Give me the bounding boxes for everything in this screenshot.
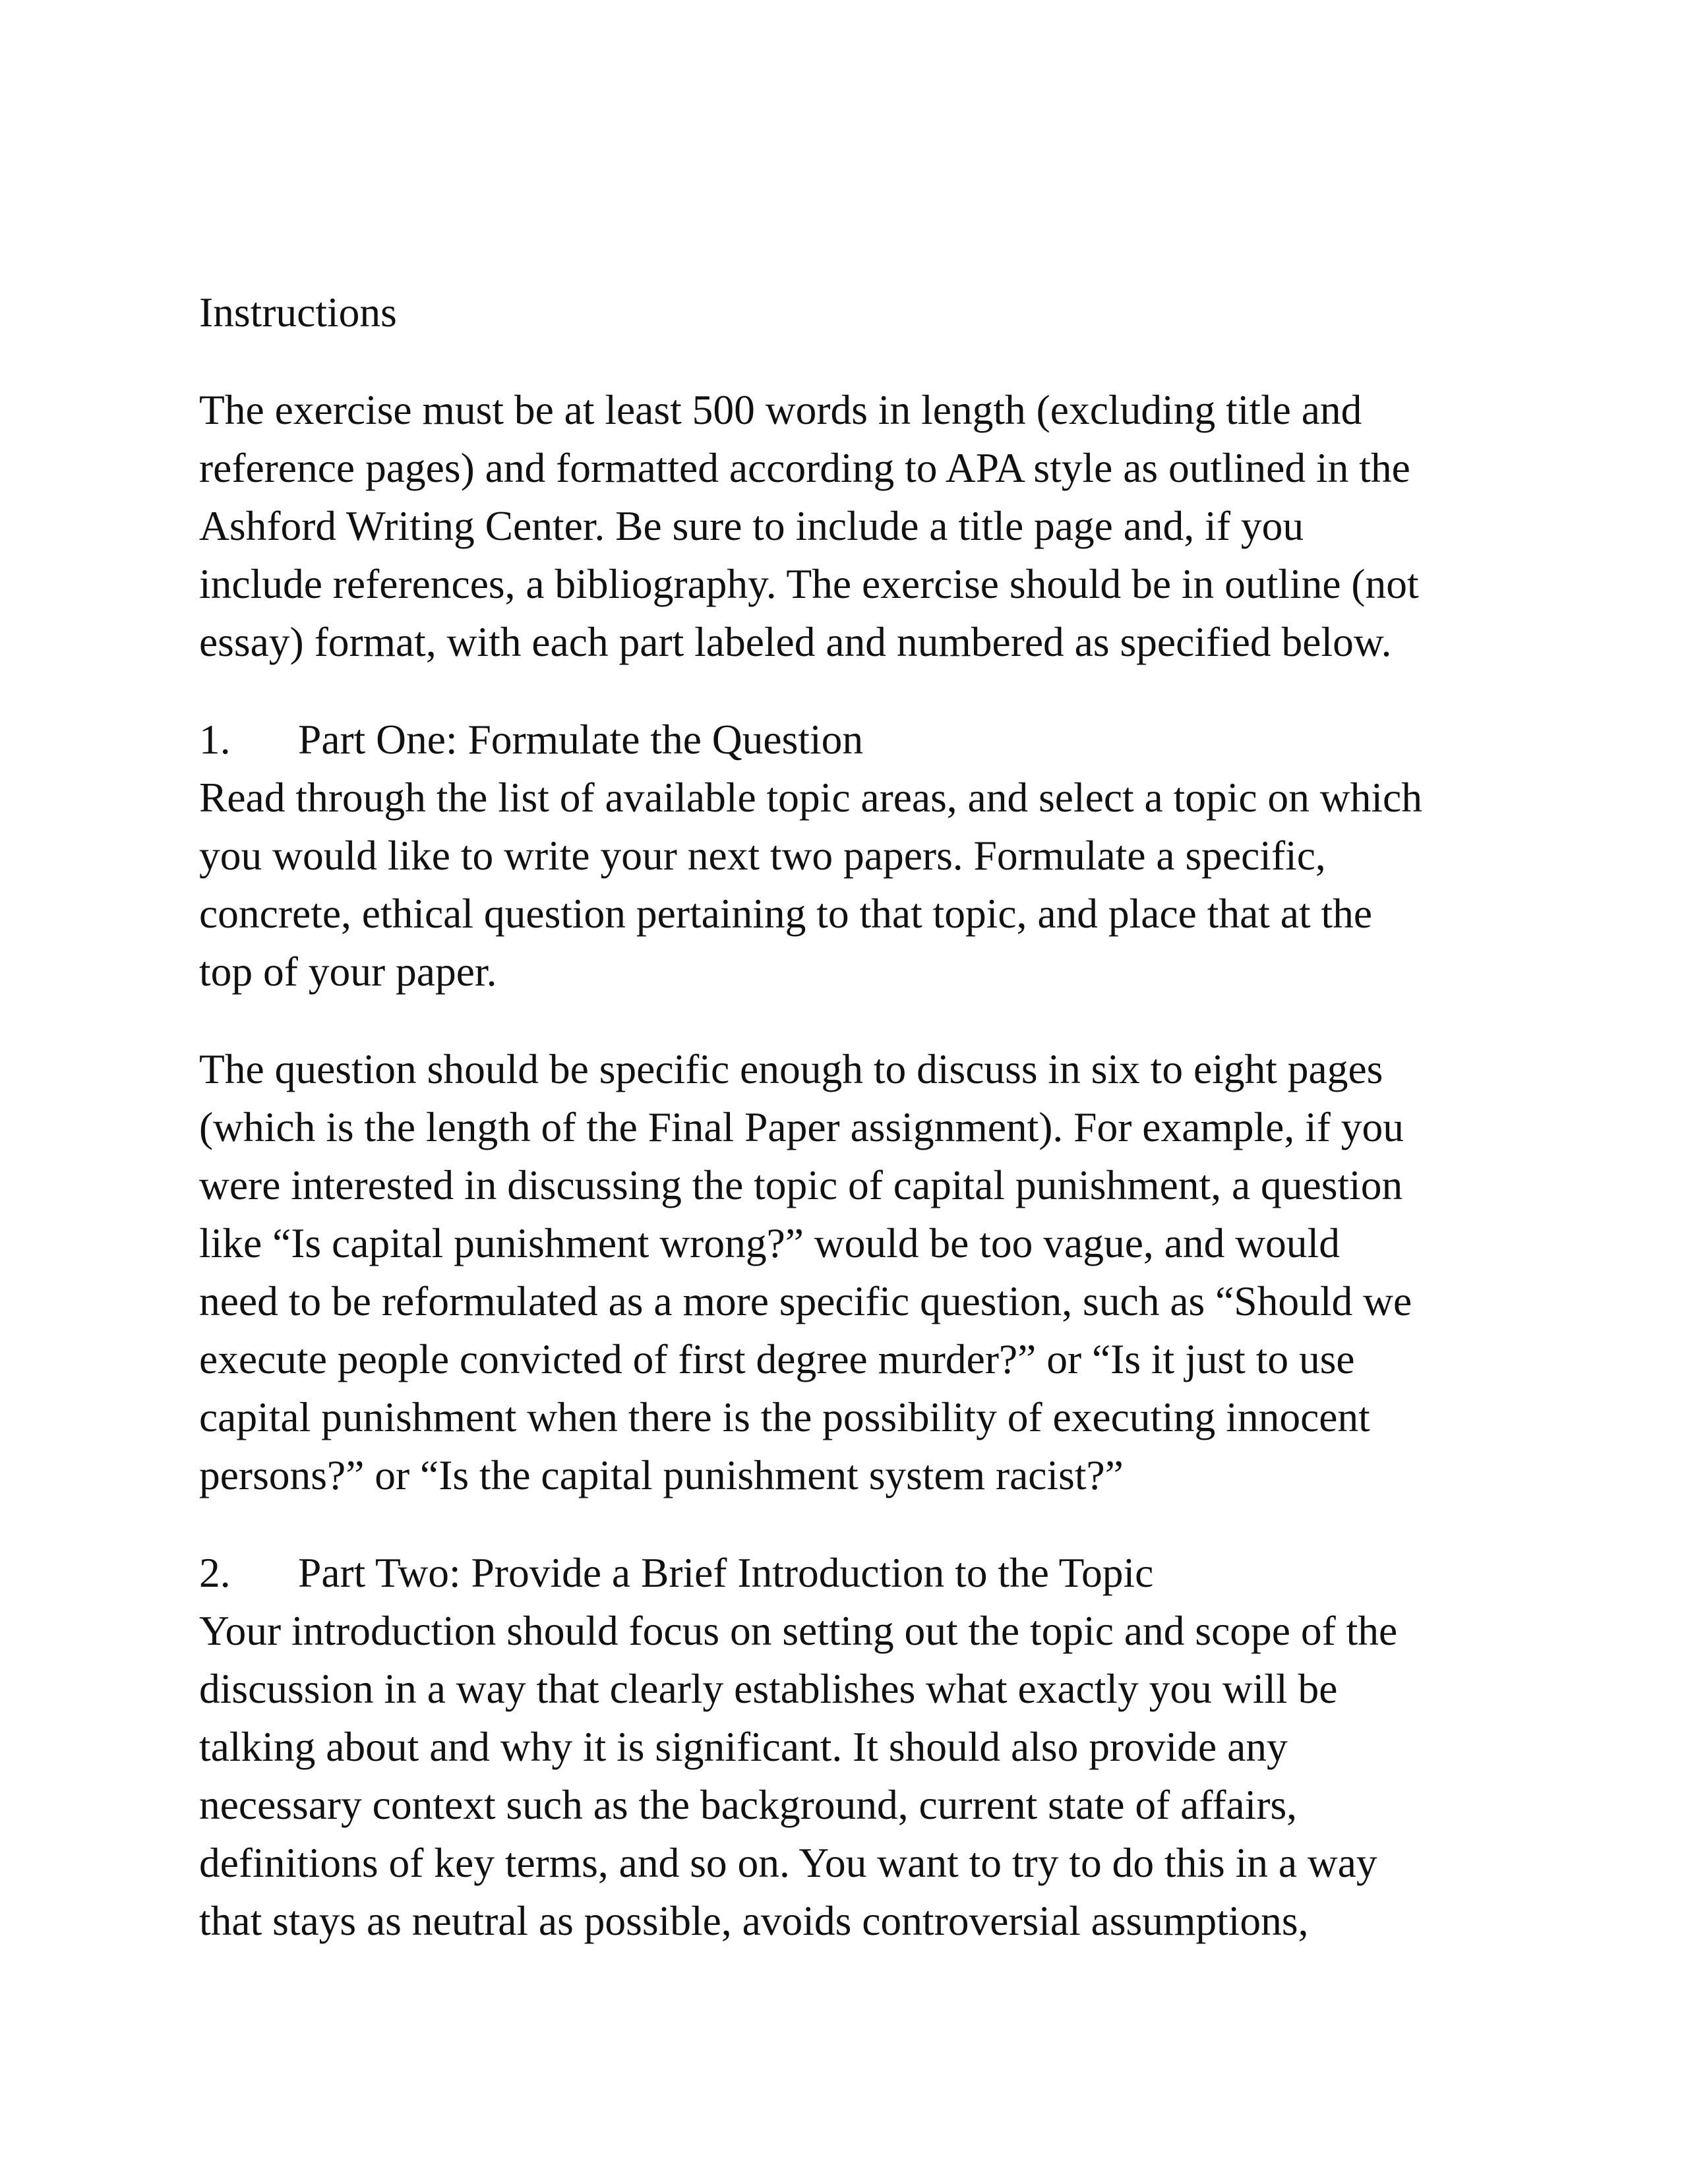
intro-paragraph (199, 381, 1505, 671)
intro-line: The exercise must be at least 500 words in length (excluding title and (199, 386, 1362, 433)
part-two-line: that stays as neutral as possible, avoids controversial assumptions, (199, 1897, 1309, 1944)
question-line: (which is the length of the Final Paper assignment). For example, if you (199, 1104, 1404, 1150)
document-heading: Instructions (199, 289, 397, 336)
intro-line: Ashford Writing Center. Be sure to include a title page and, if you (199, 502, 1304, 549)
question-paragraph (199, 1040, 1505, 1504)
part-two-line: definitions of key terms, and so on. You want to try to do this in a way (199, 1839, 1377, 1886)
part-two-line: discussion in a way that clearly establishes what exactly you will be (199, 1665, 1338, 1712)
part-two-line: talking about and why it is significant. It should also provide any (199, 1723, 1288, 1770)
intro-line: include references, a bibliography. The exercise should be in outline (not (199, 560, 1419, 607)
part-one-heading (199, 711, 1505, 769)
part-two-title: Part Two: Provide a Brief Introduction to the Topic (298, 1549, 1154, 1596)
part-two-line: Your introduction should focus on setting out the topic and scope of the (199, 1607, 1398, 1654)
part-one-title: Part One: Formulate the Question (298, 716, 864, 763)
question-line: execute people convicted of first degree murder?” or “Is it just to use (199, 1336, 1355, 1382)
question-line: persons?” or “Is the capital punishment system racist?” (199, 1452, 1124, 1498)
part-one-section (199, 711, 1505, 1001)
part-one-number: 1. (199, 716, 231, 763)
part-one-line: concrete, ethical question pertaining to that topic, and place that at the (199, 890, 1373, 937)
part-one-line: you would like to write your next two papers. Formulate a specific, (199, 832, 1326, 879)
part-two-section (199, 1544, 1505, 1950)
part-two-heading (199, 1544, 1505, 1602)
question-line: were interested in discussing the topic of capital punishment, a question (199, 1162, 1403, 1208)
question-line: capital punishment when there is the possibility of executing innocent (199, 1394, 1370, 1440)
question-line: need to be reformulated as a more specific question, such as “Should we (199, 1278, 1412, 1324)
document-body (199, 283, 1505, 1990)
part-one-line: top of your paper. (199, 948, 497, 995)
part-two-number: 2. (199, 1549, 231, 1596)
part-two-line: necessary context such as the background, current state of affairs, (199, 1781, 1298, 1828)
question-line: like “Is capital punishment wrong?” would be too vague, and would (199, 1220, 1340, 1266)
part-one-line: Read through the list of available topic areas, and select a topic on which (199, 774, 1422, 821)
intro-line: reference pages) and formatted according to APA style as outlined in the (199, 444, 1410, 491)
intro-line: essay) format, with each part labeled and numbered as specified below. (199, 618, 1392, 665)
question-line: The question should be specific enough to discuss in six to eight pages (199, 1046, 1383, 1092)
